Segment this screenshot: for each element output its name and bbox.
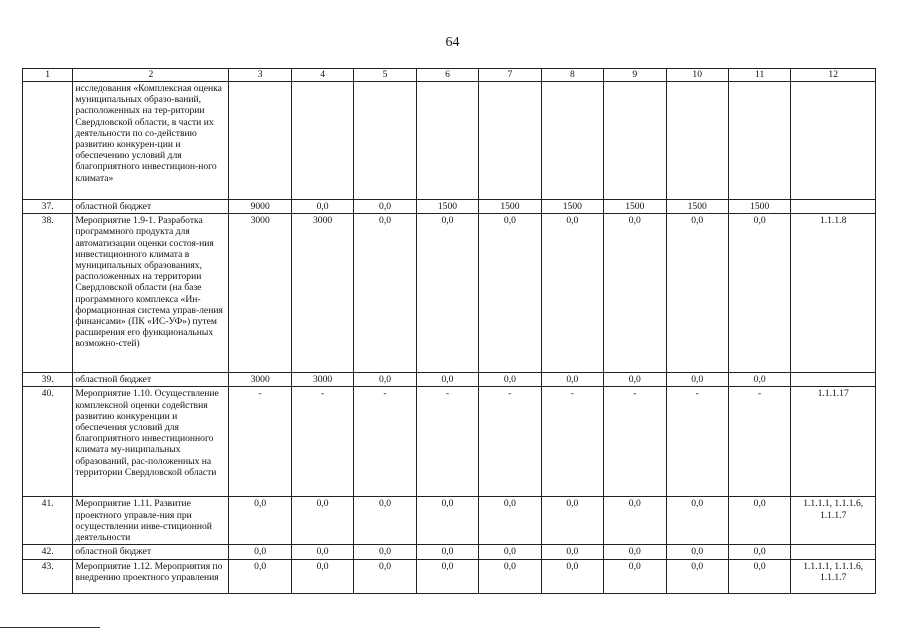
row-number: 41. (23, 497, 73, 545)
value-cell: 0,0 (666, 373, 728, 387)
value-cell: 0,0 (229, 545, 291, 559)
value-cell: - (728, 387, 790, 497)
value-cell: 0,0 (416, 545, 478, 559)
value-cell: 0,0 (728, 559, 790, 593)
column-header: 6 (416, 69, 478, 82)
value-cell: 1500 (728, 200, 790, 214)
value-cell: 0,0 (479, 497, 541, 545)
value-cell: 1500 (541, 200, 603, 214)
value-cell: 0,0 (291, 497, 353, 545)
value-cell: 0,0 (604, 545, 666, 559)
target-code-cell: 1.1.1.8 (791, 214, 876, 373)
value-cell: 0,0 (354, 545, 416, 559)
value-cell: 3000 (291, 373, 353, 387)
value-cell: 1500 (604, 200, 666, 214)
value-cell (666, 82, 728, 200)
value-cell: - (229, 387, 291, 497)
row-description: Мероприятие 1.11. Развитие проектного управле-ния при осуществлении инве-стиционной деятельности (73, 497, 229, 545)
value-cell: 0,0 (728, 497, 790, 545)
value-cell: 0,0 (541, 559, 603, 593)
value-cell: 0,0 (354, 200, 416, 214)
table-header-row (23, 69, 876, 82)
value-cell: 0,0 (291, 545, 353, 559)
footer-divider (0, 627, 100, 628)
value-cell: 0,0 (479, 214, 541, 373)
value-cell: - (416, 387, 478, 497)
row-number (23, 82, 73, 200)
value-cell: 0,0 (291, 559, 353, 593)
column-header: 1 (23, 69, 73, 82)
value-cell: 0,0 (229, 497, 291, 545)
value-cell: 0,0 (541, 545, 603, 559)
value-cell (291, 82, 353, 200)
target-code-cell (791, 373, 876, 387)
row-description: областной бюджет (73, 373, 229, 387)
value-cell: 0,0 (354, 214, 416, 373)
value-cell (354, 82, 416, 200)
target-code-cell: 1.1.1.17 (791, 387, 876, 497)
value-cell: 1500 (416, 200, 478, 214)
column-header: 9 (604, 69, 666, 82)
table-row (23, 373, 876, 387)
value-cell: 1500 (479, 200, 541, 214)
value-cell: 0,0 (604, 214, 666, 373)
value-cell: - (541, 387, 603, 497)
row-number: 37. (23, 200, 73, 214)
value-cell: - (291, 387, 353, 497)
value-cell: 0,0 (541, 497, 603, 545)
value-cell: 0,0 (604, 497, 666, 545)
value-cell: - (604, 387, 666, 497)
value-cell: 0,0 (416, 559, 478, 593)
column-header: 10 (666, 69, 728, 82)
value-cell: 0,0 (666, 545, 728, 559)
value-cell: 0,0 (728, 214, 790, 373)
value-cell: 3000 (229, 214, 291, 373)
table-row (23, 497, 876, 545)
value-cell: - (666, 387, 728, 497)
value-cell: 0,0 (479, 373, 541, 387)
row-number: 42. (23, 545, 73, 559)
table-row (23, 200, 876, 214)
value-cell: 0,0 (604, 373, 666, 387)
value-cell: - (354, 387, 416, 497)
column-header: 4 (291, 69, 353, 82)
value-cell: 0,0 (354, 497, 416, 545)
value-cell: 0,0 (354, 373, 416, 387)
row-description: Мероприятие 1.9-1. Разработка программного продукта для автоматизации оценки состоя-ния инвестиционного климата в муниципальных образованиях, расположенных на территории Свердловской области (на базе программного комплекса «Ин-формационная система управ-ления финансами» (ПК «ИС-УФ») путем расширения его функциональных возможно-стей) (73, 214, 229, 373)
row-description: исследования «Комплексная оценка муниципальных образо-ваний, расположенных на тер-ритории Свердловской области, в части их деятельности по со-действию развитию конкурен-ции и обеспечению условий для благоприятного инвестицион-ного климата» (73, 82, 229, 200)
value-cell (479, 82, 541, 200)
budget-table (22, 68, 876, 594)
value-cell: 0,0 (229, 559, 291, 593)
row-description: областной бюджет (73, 545, 229, 559)
target-code-cell: 1.1.1.1, 1.1.1.6, 1.1.1.7 (791, 497, 876, 545)
table-row (23, 214, 876, 373)
value-cell (229, 82, 291, 200)
value-cell: 0,0 (416, 497, 478, 545)
table-row (23, 545, 876, 559)
row-description: Мероприятие 1.10. Осуществление комплексной оценки содействия развитию конкуренции и обеспечения условий для благоприятного инвестиционного климата му-ниципальных образований, рас-положенных на территории Свердловской области (73, 387, 229, 497)
value-cell: 1500 (666, 200, 728, 214)
value-cell: 0,0 (604, 559, 666, 593)
value-cell: 0,0 (666, 559, 728, 593)
table-body (23, 82, 876, 594)
value-cell: 0,0 (479, 559, 541, 593)
value-cell: 0,0 (416, 373, 478, 387)
row-number: 38. (23, 214, 73, 373)
column-header: 8 (541, 69, 603, 82)
value-cell (541, 82, 603, 200)
value-cell: 0,0 (666, 214, 728, 373)
value-cell: 0,0 (416, 214, 478, 373)
value-cell (416, 82, 478, 200)
row-description: Мероприятие 1.12. Мероприятия по внедрению проектного управления (73, 559, 229, 593)
column-header: 2 (73, 69, 229, 82)
value-cell: 0,0 (728, 545, 790, 559)
value-cell: 0,0 (354, 559, 416, 593)
value-cell (728, 82, 790, 200)
column-header: 7 (479, 69, 541, 82)
value-cell: 0,0 (291, 200, 353, 214)
column-header: 3 (229, 69, 291, 82)
column-header: 5 (354, 69, 416, 82)
table-row (23, 387, 876, 497)
row-number: 43. (23, 559, 73, 593)
column-header: 11 (728, 69, 790, 82)
value-cell: 3000 (291, 214, 353, 373)
value-cell: 0,0 (541, 373, 603, 387)
target-code-cell (791, 82, 876, 200)
page-number: 64 (445, 35, 460, 50)
column-header: 12 (791, 69, 876, 82)
value-cell (604, 82, 666, 200)
value-cell: 0,0 (666, 497, 728, 545)
value-cell: 3000 (229, 373, 291, 387)
value-cell: - (479, 387, 541, 497)
value-cell: 0,0 (728, 373, 790, 387)
target-code-cell: 1.1.1.1, 1.1.1.6, 1.1.1.7 (791, 559, 876, 593)
row-description: областной бюджет (73, 200, 229, 214)
table-row (23, 559, 876, 593)
value-cell: 0,0 (479, 545, 541, 559)
table-row (23, 82, 876, 200)
value-cell: 9000 (229, 200, 291, 214)
value-cell: 0,0 (541, 214, 603, 373)
target-code-cell (791, 200, 876, 214)
row-number: 39. (23, 373, 73, 387)
target-code-cell (791, 545, 876, 559)
row-number: 40. (23, 387, 73, 497)
